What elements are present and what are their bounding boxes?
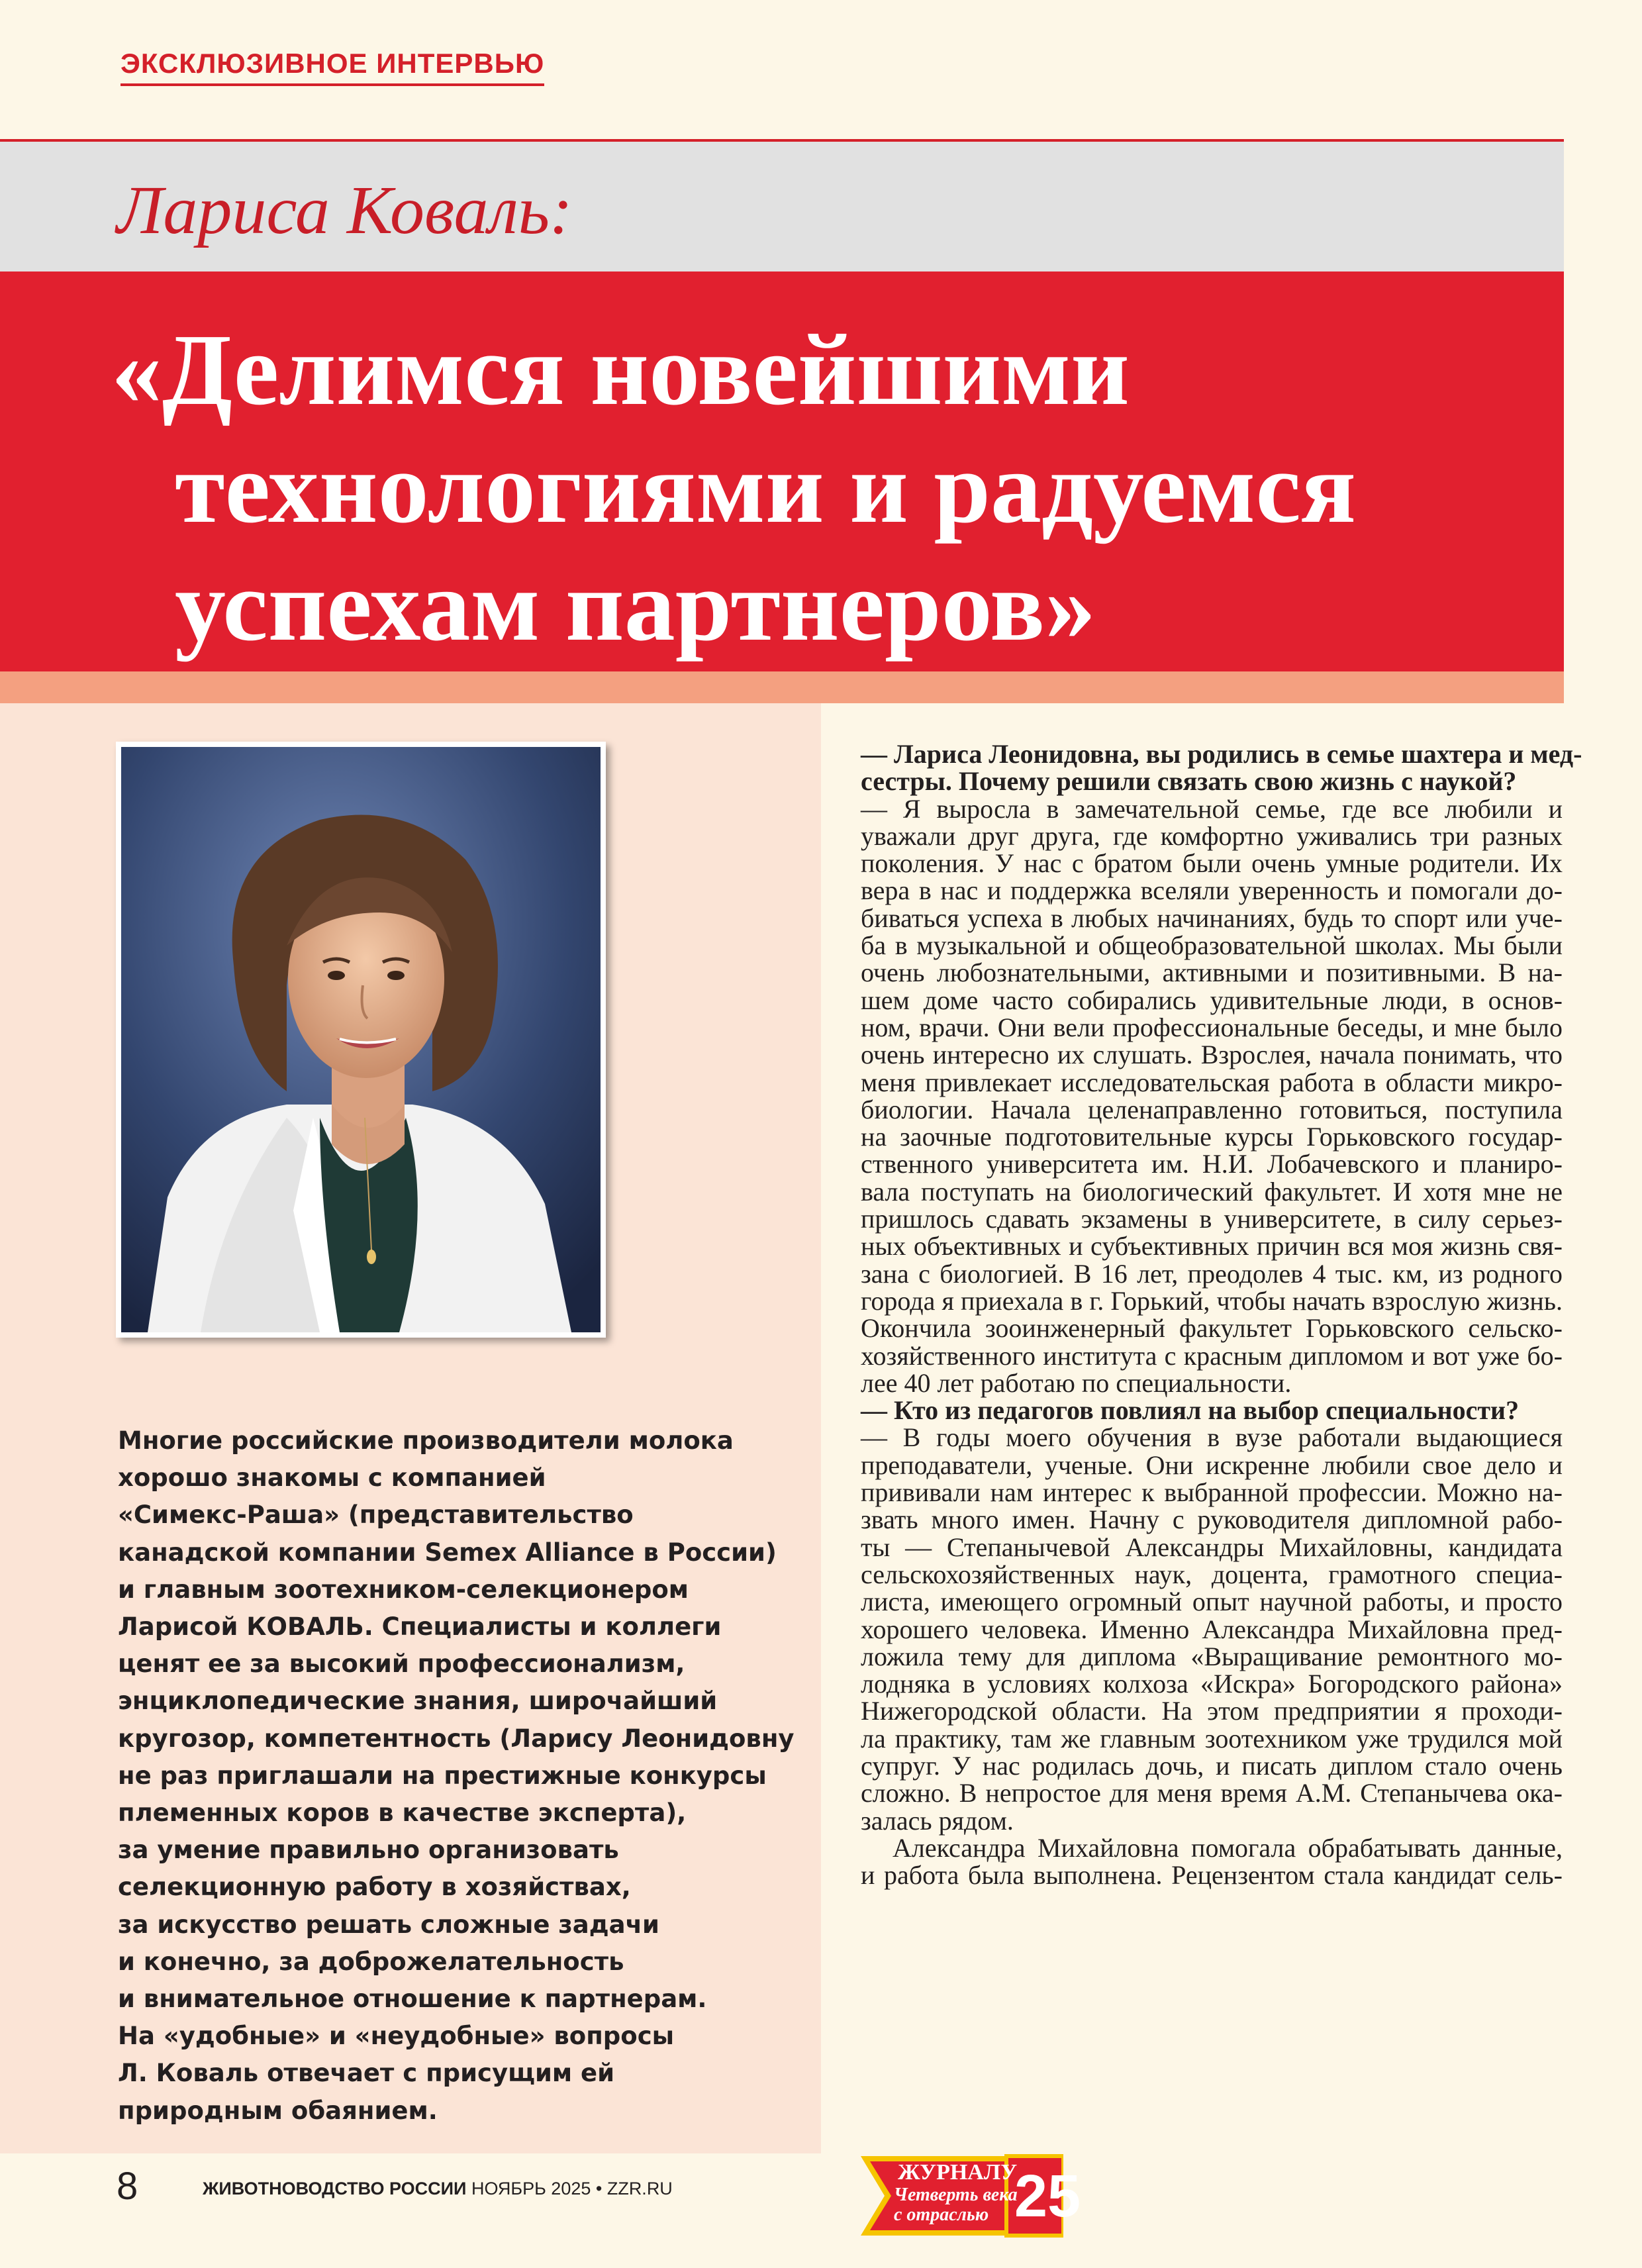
body-line: биологии. Начала целенаправленно готовиться, поступила	[861, 1094, 1563, 1124]
body-line: ственного университета им. Н.И. Лобачевского и планиро-	[861, 1149, 1563, 1179]
body-line: листа, имеющего огромный опыт научной работы, и просто	[861, 1587, 1563, 1617]
lead-line: хорошо знакомы с компанией	[118, 1463, 546, 1493]
body-line: прививали нам интерес к выбранной профессии. Можно на-	[861, 1477, 1563, 1508]
accent-strip	[0, 671, 1564, 703]
question-line: — Лариса Леонидовна, вы родились в семье шахтера и мед-	[861, 739, 1582, 769]
badge-number: 25	[1014, 2163, 1081, 2230]
lead-line: «Симекс-Раша» (представительство	[118, 1501, 634, 1530]
lead-line: ценят ее за высокий профессионализм,	[118, 1650, 685, 1679]
body-line: ных объективных и субъективных причин вся моя жизнь свя-	[861, 1231, 1563, 1261]
lead-line: канадской компании Semex Alliance в России)	[118, 1538, 777, 1567]
badge-title: ЖУРНАЛУ	[898, 2160, 1018, 2185]
interviewee-name: Лариса Коваль:	[117, 172, 573, 248]
headline-line: технологиями и радуемся	[175, 432, 1357, 544]
body-line: сложно. В непростое для меня время А.М. Степанычева ока-	[861, 1778, 1563, 1808]
lead-line: энциклопедические знания, широчайший	[118, 1687, 718, 1716]
lead-line: и конечно, за доброжелательность	[118, 1947, 624, 1976]
body-line: шем доме часто собирались удивительные люди, в основ-	[861, 985, 1563, 1015]
lead-line: за искусство решать сложные задачи	[118, 1910, 659, 1939]
body-line: вала поступать на биологический факультет. И хотя мне не	[861, 1176, 1563, 1207]
body-line: звать много имен. Начну с руководителя дипломной рабо-	[861, 1504, 1563, 1535]
magazine-title: ЖИВОТНОВОДСТВО РОССИИ	[203, 2179, 467, 2198]
body-line: вера в нас и поддержка вселяли уверенность и помогали до-	[861, 875, 1563, 906]
body-line: супруг. У нас родилась дочь, и писать диплом стало очень	[861, 1750, 1563, 1781]
issue-info: НОЯБРЬ 2025 • ZZR.RU	[466, 2179, 673, 2198]
body-line: очень интересно их слушать. Взрослея, начала понимать, что	[861, 1040, 1563, 1070]
headline-line: успехам партнеров»	[175, 550, 1096, 662]
body-line: ном, врачи. Они вели профессиональные беседы, и мне было	[861, 1012, 1563, 1042]
headline	[111, 311, 1356, 665]
body-line: поколения. У нас с братом были очень умные родители. Их	[861, 848, 1563, 879]
anniversary-badge	[861, 2152, 1081, 2240]
body-line: лодняка в условиях колхоза «Искра» Богородского района»	[861, 1669, 1563, 1699]
body-line: лее 40 лет работаю по специальности.	[861, 1367, 1292, 1398]
lead-line: На «удобные» и «неудобные» вопросы	[118, 2022, 675, 2051]
lead-paragraph	[118, 1422, 793, 2130]
headline-line: «Делимся новейшими	[111, 314, 1130, 426]
body-line: хозяйственного института с красным дипломом и вот уже бо-	[861, 1340, 1563, 1371]
badge-subtitle	[894, 2185, 1018, 2225]
section-rubric: ЭКСКЛЮЗИВНОЕ ИНТЕРВЬЮ	[121, 48, 544, 86]
lead-line: природным обаянием.	[118, 2096, 438, 2125]
question-line: — Кто из педагогов повлиял на выбор специальности?	[861, 1395, 1520, 1426]
body-line: сельскохозяйственных наук, доцента, грамотного специа-	[861, 1559, 1563, 1589]
portrait-illustration	[121, 747, 601, 1332]
portrait-photo	[116, 742, 606, 1338]
lead-line: за умение правильно организовать	[118, 1836, 619, 1865]
badge-subtitle-line: с отраслью	[894, 2204, 989, 2225]
lead-line: Многие российские производители молока	[118, 1426, 734, 1455]
body-line: Окончила зооинженерный факультет Горьковского сельско-	[861, 1313, 1563, 1344]
question-line: сестры. Почему решили связать свою жизнь с наукой?	[861, 766, 1517, 797]
body-line: преподаватели, ученые. Они искренне любили свое дело и	[861, 1450, 1563, 1480]
lead-line: селекционную работу в хозяйствах,	[118, 1873, 631, 1902]
lead-line: не раз приглашали на престижные конкурсы	[118, 1761, 767, 1790]
body-line: зана с биологией. В 16 лет, преодолев 4 тыс. км, из родного	[861, 1258, 1563, 1289]
body-line: уважали друг друга, где комфортно уживались три разных	[861, 820, 1563, 851]
body-line: — В годы моего обучения в вузе работали выдающиеся	[861, 1422, 1563, 1453]
body-line: — Я выросла в замечательной семье, где все любили и	[861, 793, 1563, 824]
body-line: хорошего человека. Именно Александра Михайловна пред-	[861, 1614, 1563, 1644]
body-line: очень любознательными, активными и позитивными. В на-	[861, 958, 1563, 988]
body-line: ла практику, там же главным зоотехником уже трудился мой	[861, 1723, 1563, 1753]
lead-line: и внимательное отношение к партнерам.	[118, 1985, 707, 2014]
lead-line: племенных коров в качестве эксперта),	[118, 1799, 687, 1828]
body-line: Александра Михайловна помогала обрабатывать данные,	[893, 1832, 1563, 1863]
lead-line: и главным зоотехником-селекционером	[118, 1575, 689, 1604]
badge-subtitle-line: Четверть века	[894, 2185, 1018, 2205]
body-line: ты — Степанычевой Александры Михайловны, кандидата	[861, 1532, 1563, 1562]
body-line: Нижегородской области. На этом предприятии я проходи-	[861, 1696, 1563, 1726]
body-line: ба в музыкальной и общеобразовательной школах. Мы были	[861, 930, 1563, 961]
body-line: ложила тему для диплома «Выращивание ремонтного мо-	[861, 1641, 1563, 1671]
footer-magazine	[203, 2179, 673, 2199]
lead-line: Л. Коваль отвечает с присущим ей	[118, 2059, 615, 2088]
body-line: залась рядом.	[861, 1805, 1014, 1836]
body-line: и работа была выполнена. Рецензентом стала кандидат сель-	[861, 1860, 1563, 1891]
lead-line: кругозор, компетентность (Ларису Леонидовну	[118, 1724, 795, 1753]
body-line: меня привлекает исследовательская работа в области микро-	[861, 1067, 1563, 1097]
body-line: пришлось сдавать экзамены в университете, в силу серьез-	[861, 1204, 1563, 1234]
body-line: биваться успеха в любых начинаниях, будь то спорт или уче-	[861, 903, 1563, 933]
lead-line: Ларисой КОВАЛЬ. Специалисты и коллеги	[118, 1612, 722, 1642]
body-line: города я приехала в г. Горький, чтобы начать взрослую жизнь.	[861, 1285, 1563, 1316]
interview-body	[861, 739, 1582, 1891]
body-line: на заочные подготовительные курсы Горьковского государ-	[861, 1122, 1563, 1152]
page-number: 8	[117, 2165, 138, 2208]
